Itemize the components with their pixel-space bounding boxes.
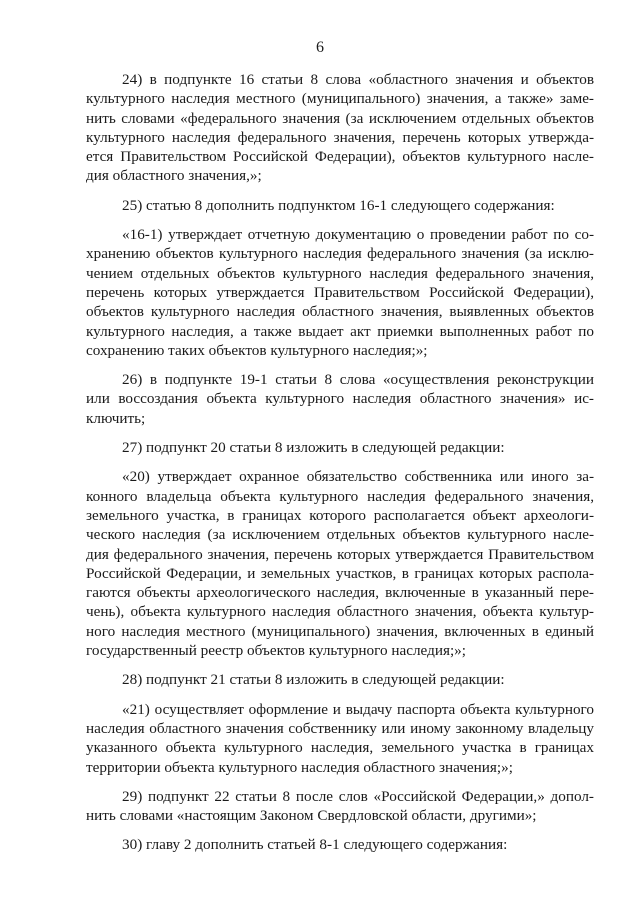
text-line: дия областного значения,»; xyxy=(86,167,262,185)
text-line: 28) подпункт 21 статьи 8 изложить в следующей редакции: xyxy=(122,671,505,689)
paragraph xyxy=(86,835,594,854)
text-line: 27) подпункт 20 статьи 8 изложить в следующей редакции: xyxy=(122,439,505,457)
text-line: перечень которых утверждается Правительством Российской Федерации), xyxy=(86,283,594,301)
text-line: 24) в подпункте 16 статьи 8 слова «областного значения и объектов xyxy=(122,71,594,88)
text-line: земельного участка, в границах которого располагается объект археологи- xyxy=(86,506,594,524)
text-line: «20) утверждает охранное обязательство собственника или иного за- xyxy=(122,468,594,486)
text-line: сохранению таких объектов культурного наследия;»; xyxy=(86,341,428,359)
text-line: хранению объектов культурного наследия федерального значения (за исклю- xyxy=(86,245,594,263)
text-line: ключить; xyxy=(86,409,146,427)
text-line: нить словами «настоящим Законом Свердловской области, другими»; xyxy=(86,807,537,825)
text-line: указанного объекта культурного наследия, земельного участка в границах xyxy=(86,739,594,757)
text-line: чень), объекта культурного наследия областного значения, объекта культур- xyxy=(86,603,594,621)
text-line: ческого наследия (за исключением отдельных объектов культурного насле- xyxy=(86,526,594,544)
text-line: государственный реестр объектов культурного наследия;»; xyxy=(86,642,466,660)
paragraph xyxy=(86,70,594,186)
text-line: культурного наследия, а также выдает акт приемки выполненных работ по xyxy=(86,322,594,340)
text-line: объектов культурного наследия областного значения, выявленных объектов xyxy=(86,303,594,321)
text-line: ется Правительством Российской Федерации), объектов культурного насле- xyxy=(86,148,594,166)
text-line: дия федерального значения, перечень которых утверждается Правительством xyxy=(86,545,594,563)
text-line: территории объекта культурного наследия областного значения;»; xyxy=(86,758,513,776)
text-line: 29) подпункт 22 статьи 8 после слов «Российской Федерации,» допол- xyxy=(122,787,594,805)
paragraph xyxy=(86,225,594,360)
text-line: 26) в подпункте 19-1 статьи 8 слова «осуществления реконструкции xyxy=(122,371,594,389)
text-line: «16-1) утверждает отчетную документацию о проведении работ по со- xyxy=(122,226,594,244)
text-line: нить словами «федерального значения (за исключением отдельных объектов xyxy=(86,109,594,127)
text-line: чением отдельных объектов культурного наследия федерального значения, xyxy=(86,264,594,282)
text-line: «21) осуществляет оформление и выдачу паспорта объекта культурного xyxy=(122,700,594,718)
paragraph xyxy=(86,196,594,215)
paragraph xyxy=(86,787,594,826)
text-line: конного владельца объекта культурного наследия федерального значения, xyxy=(86,487,594,505)
paragraph xyxy=(86,670,594,689)
text-line: наследия областного значения собственнику или иному законному владельцу xyxy=(86,719,594,737)
text-line: или воссоздания объекта культурного наследия областного значения» ис- xyxy=(86,390,594,408)
paragraph xyxy=(86,438,594,457)
text-line: гаются объекты археологического наследия, включенные в указанный пере- xyxy=(86,584,594,602)
text-line: культурного наследия местного (муниципального) значения, а также» заме- xyxy=(86,90,594,108)
paragraph xyxy=(86,700,594,777)
document-body xyxy=(86,70,594,865)
text-line: ного наследия местного (муниципального) значения, включенных в единый xyxy=(86,622,594,640)
text-line: 25) статью 8 дополнить подпунктом 16-1 следующего содержания: xyxy=(122,196,555,214)
text-line: культурного наследия федерального значения, перечень которых утвержда- xyxy=(86,128,594,146)
page-number: 6 xyxy=(316,39,324,56)
text-line: Российской Федерации, и земельных участков, в границах которых распола- xyxy=(86,564,594,582)
paragraph xyxy=(86,370,594,428)
paragraph xyxy=(86,467,594,660)
text-line: 30) главу 2 дополнить статьей 8-1 следующего содержания: xyxy=(122,836,508,854)
